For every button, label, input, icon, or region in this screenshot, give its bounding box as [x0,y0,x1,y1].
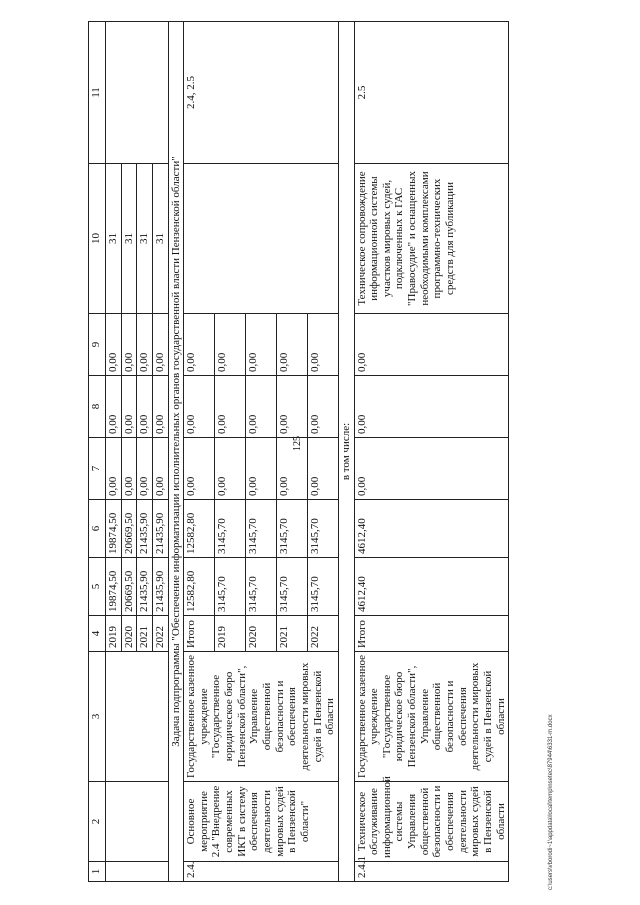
value-cell: 0,00 [121,438,137,500]
year-cell: 2020 [246,616,277,652]
value-cell: 3145,70 [307,558,338,616]
value-cell: 0,00 [246,314,277,376]
header-cell: 6 [89,500,106,558]
header-cell: 7 [89,438,106,500]
value-cell: 31 [137,164,153,314]
value-cell: 21435,90 [152,500,168,558]
value-cell: 0,00 [152,438,168,500]
value-cell: 0,00 [307,376,338,438]
value-cell: 4612,40 [354,558,509,616]
value-cell: 0,00 [106,376,122,438]
value-cell: 12582,80 [184,500,215,558]
year-cell: 2021 [137,616,153,652]
value-cell: 0,00 [246,376,277,438]
value-cell: 0,00 [215,314,246,376]
value-cell: 21435,90 [152,558,168,616]
value-cell: 0,00 [246,438,277,500]
value-cell: 0,00 [106,438,122,500]
header-cell: 5 [89,558,106,616]
value-cell: 31 [121,164,137,314]
value-cell: 3145,70 [277,500,308,558]
value-cell: 0,00 [354,438,509,500]
value-cell: 3145,70 [277,558,308,616]
task-title: Задача подпрограммы "Обеспечение информатизации исполнительных органов государственной власти Пензенской области" [168,22,184,882]
page-number: 125 [292,436,303,451]
footer-path: c:\users\vborodi~1\appdata\local\temp\nsetec\87944\6331-m.docx [548,714,554,890]
year-cell: 2019 [106,616,122,652]
header-cell: 1 [89,862,106,882]
year-cell: 2022 [307,616,338,652]
year-cell: 2020 [121,616,137,652]
table-row [354,22,509,882]
value-cell: 0,00 [184,438,215,500]
value-cell: 12582,80 [184,558,215,616]
value-cell: 0,00 [137,376,153,438]
year-cell: 2021 [277,616,308,652]
value-cell: 0,00 [307,438,338,500]
value-cell: 3145,70 [307,500,338,558]
value-cell: 3145,70 [246,500,277,558]
value-cell: 19874,50 [106,500,122,558]
header-cell: 11 [89,22,106,164]
header-cell: 10 [89,164,106,314]
value-cell: 0,00 [215,438,246,500]
value-cell: 0,00 [354,376,509,438]
year-cell: 2019 [215,616,246,652]
value-cell: 0,00 [137,314,153,376]
value-cell: 0,00 [106,314,122,376]
row-number: 2.4.1 [354,862,509,882]
year-cell: Итого [354,616,509,652]
header-cell: 9 [89,314,106,376]
measure-name: Техническое обслуживание информационной системы Управления общественной безопасности и обеспечения деятельности мировых судей в Пензенской области [354,782,509,862]
value-cell: 0,00 [137,438,153,500]
program-table [88,21,509,882]
value-cell: 31 [106,164,122,314]
value-cell: 0,00 [215,376,246,438]
value-cell: 20669,50 [121,500,137,558]
value-cell: 3145,70 [215,500,246,558]
value-cell: 0,00 [354,314,509,376]
value-cell: 3145,70 [246,558,277,616]
in-total-label: в том числе: [338,22,354,882]
header-cell: 2 [89,782,106,862]
value-cell: 0,00 [277,376,308,438]
value-cell: 3145,70 [215,558,246,616]
value-cell: 0,00 [184,314,215,376]
value-cell: 20669,50 [121,558,137,616]
result-description: Техническое сопровождение информационной системы участков мировых судей, подключенных к ГАС "Правосудие" и оснащенных необходимыми комплексами программно-технических средств для публикации [354,164,509,314]
value-cell: 0,00 [277,438,308,500]
executor: Государственное казенное учреждение "Государственное юридическое бюро Пензенской области", Управление общественной безопасности и обеспечения деятельности мировых судей в Пензенской области [354,652,509,782]
header-cell: 4 [89,616,106,652]
measure-name: Основное мероприятие 2.4 "Внедрение современных ИКТ в систему обеспечения деятельности мировых судей в Пензенской области" [184,782,339,862]
year-cell: Итого [184,616,215,652]
value-cell: 21435,90 [137,558,153,616]
value-cell: 0,00 [307,314,338,376]
table-row [106,22,122,882]
row-number: 2.4. [184,862,339,882]
value-cell: 19874,50 [106,558,122,616]
value-cell: 0,00 [121,314,137,376]
value-cell: 0,00 [152,376,168,438]
task-title-row [168,22,184,882]
table-row [184,22,215,882]
value-cell: 31 [152,164,168,314]
rotated-table-sheet [88,22,608,882]
executor: Государственное казенное учреждение "Государственное юридическое бюро Пензенской области", Управление общественной безопасности и обеспечения деятельности мировых судей в Пензенской области [184,652,339,782]
year-cell: 2022 [152,616,168,652]
header-cell: 8 [89,376,106,438]
value-cell: 21435,90 [137,500,153,558]
header-row [89,22,106,882]
value-cell: 0,00 [121,376,137,438]
value-cell: 0,00 [152,314,168,376]
in-total-row [338,22,354,882]
value-cell: 4612,40 [354,500,509,558]
value-cell: 0,00 [277,314,308,376]
header-cell: 3 [89,652,106,782]
value-cell: 0,00 [184,376,215,438]
indicators: 2.5 [354,22,509,164]
indicators: 2.4, 2.5 [184,22,339,164]
